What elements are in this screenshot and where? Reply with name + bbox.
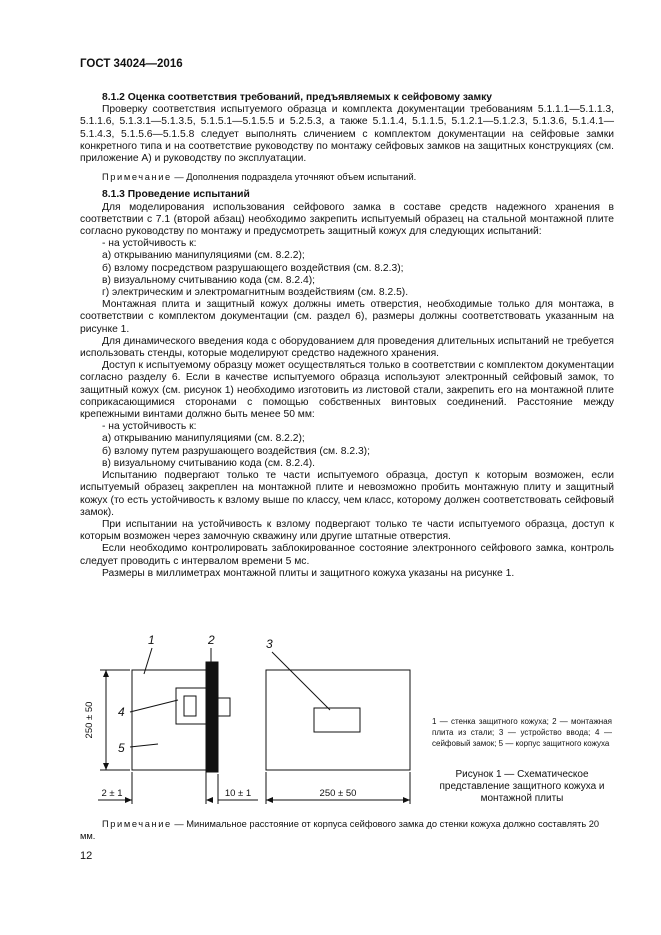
section-8-1-2 <box>80 92 614 580</box>
dim-height: 250 ± 50 <box>84 701 95 739</box>
note-label: Примечание <box>102 172 172 183</box>
housing-body <box>132 670 206 770</box>
note-text: — Минимальное расстояние от корпуса сейфового замка до стенки кожуха должно составлять 20 мм. <box>80 819 600 841</box>
figure-caption: Рисунок 1 — Схематическое представление защитного кожуха и монтажной плиты <box>439 769 605 804</box>
section-8-1-2-note <box>80 171 614 183</box>
callout-4: 4 <box>118 705 125 719</box>
paragraph: Для динамического введения кода с оборудованием для проведения длительных испытаний не требуется использовать стенды, которые моделируют средство надежного хранения. <box>80 335 614 360</box>
list-item: б) взлому посредством разрушающего воздействия (см. 8.2.3); <box>102 262 404 274</box>
front-panel <box>266 670 410 770</box>
figure-legend: 1 — стенка защитного кожуха; 2 — монтажная плита из стали; 3 — устройство ввода; 4 — сейфовый замок; 5 — корпус защитного кожуха <box>432 717 612 748</box>
list-item: в) визуальному считыванию кода (см. 8.2.4). <box>102 457 315 469</box>
input-device <box>314 708 360 732</box>
list-item: а) открыванию манипуляциями (см. 8.2.2); <box>102 433 305 445</box>
dim-width: 250 ± 50 <box>319 788 357 799</box>
list-item: - на устойчивость к: <box>102 238 197 250</box>
section-8-1-2-title: 8.1.2 Оценка соответствия требований, предъявляемых к сейфовому замку <box>102 92 493 103</box>
callout-5: 5 <box>118 741 125 755</box>
section-8-1-2-paragraph: Проверку соответствия испытуемого образца и комплекта документации требованиям 5.1.1.1—5.1.1.3, 5.1.1.6, 5.1.3.1—5.1.3.5, 5.1.5.1—5.1.5.5 и 5.2.5.3, а также 5.1.1.4, 5.1.1.5, 5.1.2.1—5.1.2.3, 5.1.3.6, 5.1.4.1—5.1.4.3, 5.1.5.6—5.1.5.8 следует выполнять сличением с комплектом документации на сейфовые замки конкретного типа и на соответствие руководству по монтажу сейфовых замков на защитных конструкциях (см. приложение А) и руководству по эксплуатации. <box>80 104 614 165</box>
mounting-plate <box>206 662 218 772</box>
list-item: б) взлому путем разрушающего воздействия (см. 8.2.3); <box>102 445 370 457</box>
paragraph: Испытанию подвергают только те части испытуемого образца, доступ к которым возможен, если испытуемый образец закреплен на монтажной плите и невозможно пробить монтажную плиту и защитный кожух (то есть устойчивость к взлому выше по классу, чем класс, которому должен соответствовать сейфовый замок). <box>80 470 614 518</box>
list-item: а) открыванию манипуляциями (см. 8.2.2); <box>102 250 305 262</box>
lock-spindle <box>218 698 230 716</box>
note-text: — Дополнения подраздела уточняют объем испытаний. <box>171 172 417 183</box>
list-item: в) визуальному считыванию кода (см. 8.2.4); <box>102 274 315 286</box>
list-item: г) электрическим и электромагнитным воздействиям (см. 8.2.5). <box>102 287 409 299</box>
bottom-note <box>80 818 614 842</box>
paragraph: Если необходимо контролировать заблокированное состояние электронного сейфового замка, контроль следует проводить с интервалом времени 5 мс. <box>80 543 614 567</box>
safe-lock <box>176 688 206 724</box>
callout-3: 3 <box>266 637 273 651</box>
paragraph: Доступ к испытуемому образцу может осуществляться только в соответствии с комплектом документации согласно разделу 6. Если в качестве испытуемого образца используют электронный сейфовый замок, то защитный кожух (см. рисунок 1) необходимо изготовить из листовой стали, закрепить его на монтажной плите соприкасающимися сторонами с помощью собственных винтовых соединений. Расстояние между крепежными винтами должно быть менее 50 мм: <box>80 360 614 421</box>
document-header: ГОСТ 34024—2016 <box>80 58 183 70</box>
paragraph: Монтажная плита и защитный кожух должны иметь отверстия, необходимые только для монтажа, в соответствии с комплектом документации (см. раздел 6), размеры должны соответствовать указанным на рисунке 1. <box>80 299 614 335</box>
section-8-1-3-title: 8.1.3 Проведение испытаний <box>102 189 250 201</box>
note-label: Примечание <box>102 819 172 829</box>
paragraph: Размеры в миллиметрах монтажной плиты и защитного кожуха указаны на рисунке 1. <box>102 567 515 579</box>
paragraph: При испытании на устойчивость к взлому подвергают только те части испытуемого образца, доступ к которым возможен через замочную скважину или другие штатные отверстия. <box>80 518 614 543</box>
figure-1-diagram <box>80 632 420 812</box>
list-item: - на устойчивость к: <box>102 421 197 433</box>
page-number: 12 <box>80 850 93 862</box>
lock-inner <box>184 696 196 716</box>
dim-plate: 10 ± 1 <box>224 788 252 799</box>
paragraph: Для моделирования использования сейфового замка в составе средств надежного хранения в соответствии с 7.1 (второй абзац) необходимо закрепить испытуемый образец на стальной монтажной плите согласно руководству по монтажу и предусмотреть защитный кожух для следующих испытаний: <box>80 201 614 238</box>
dim-gap: 2 ± 1 <box>101 788 123 799</box>
callout-1: 1 <box>148 633 155 647</box>
callout-2: 2 <box>208 633 215 647</box>
